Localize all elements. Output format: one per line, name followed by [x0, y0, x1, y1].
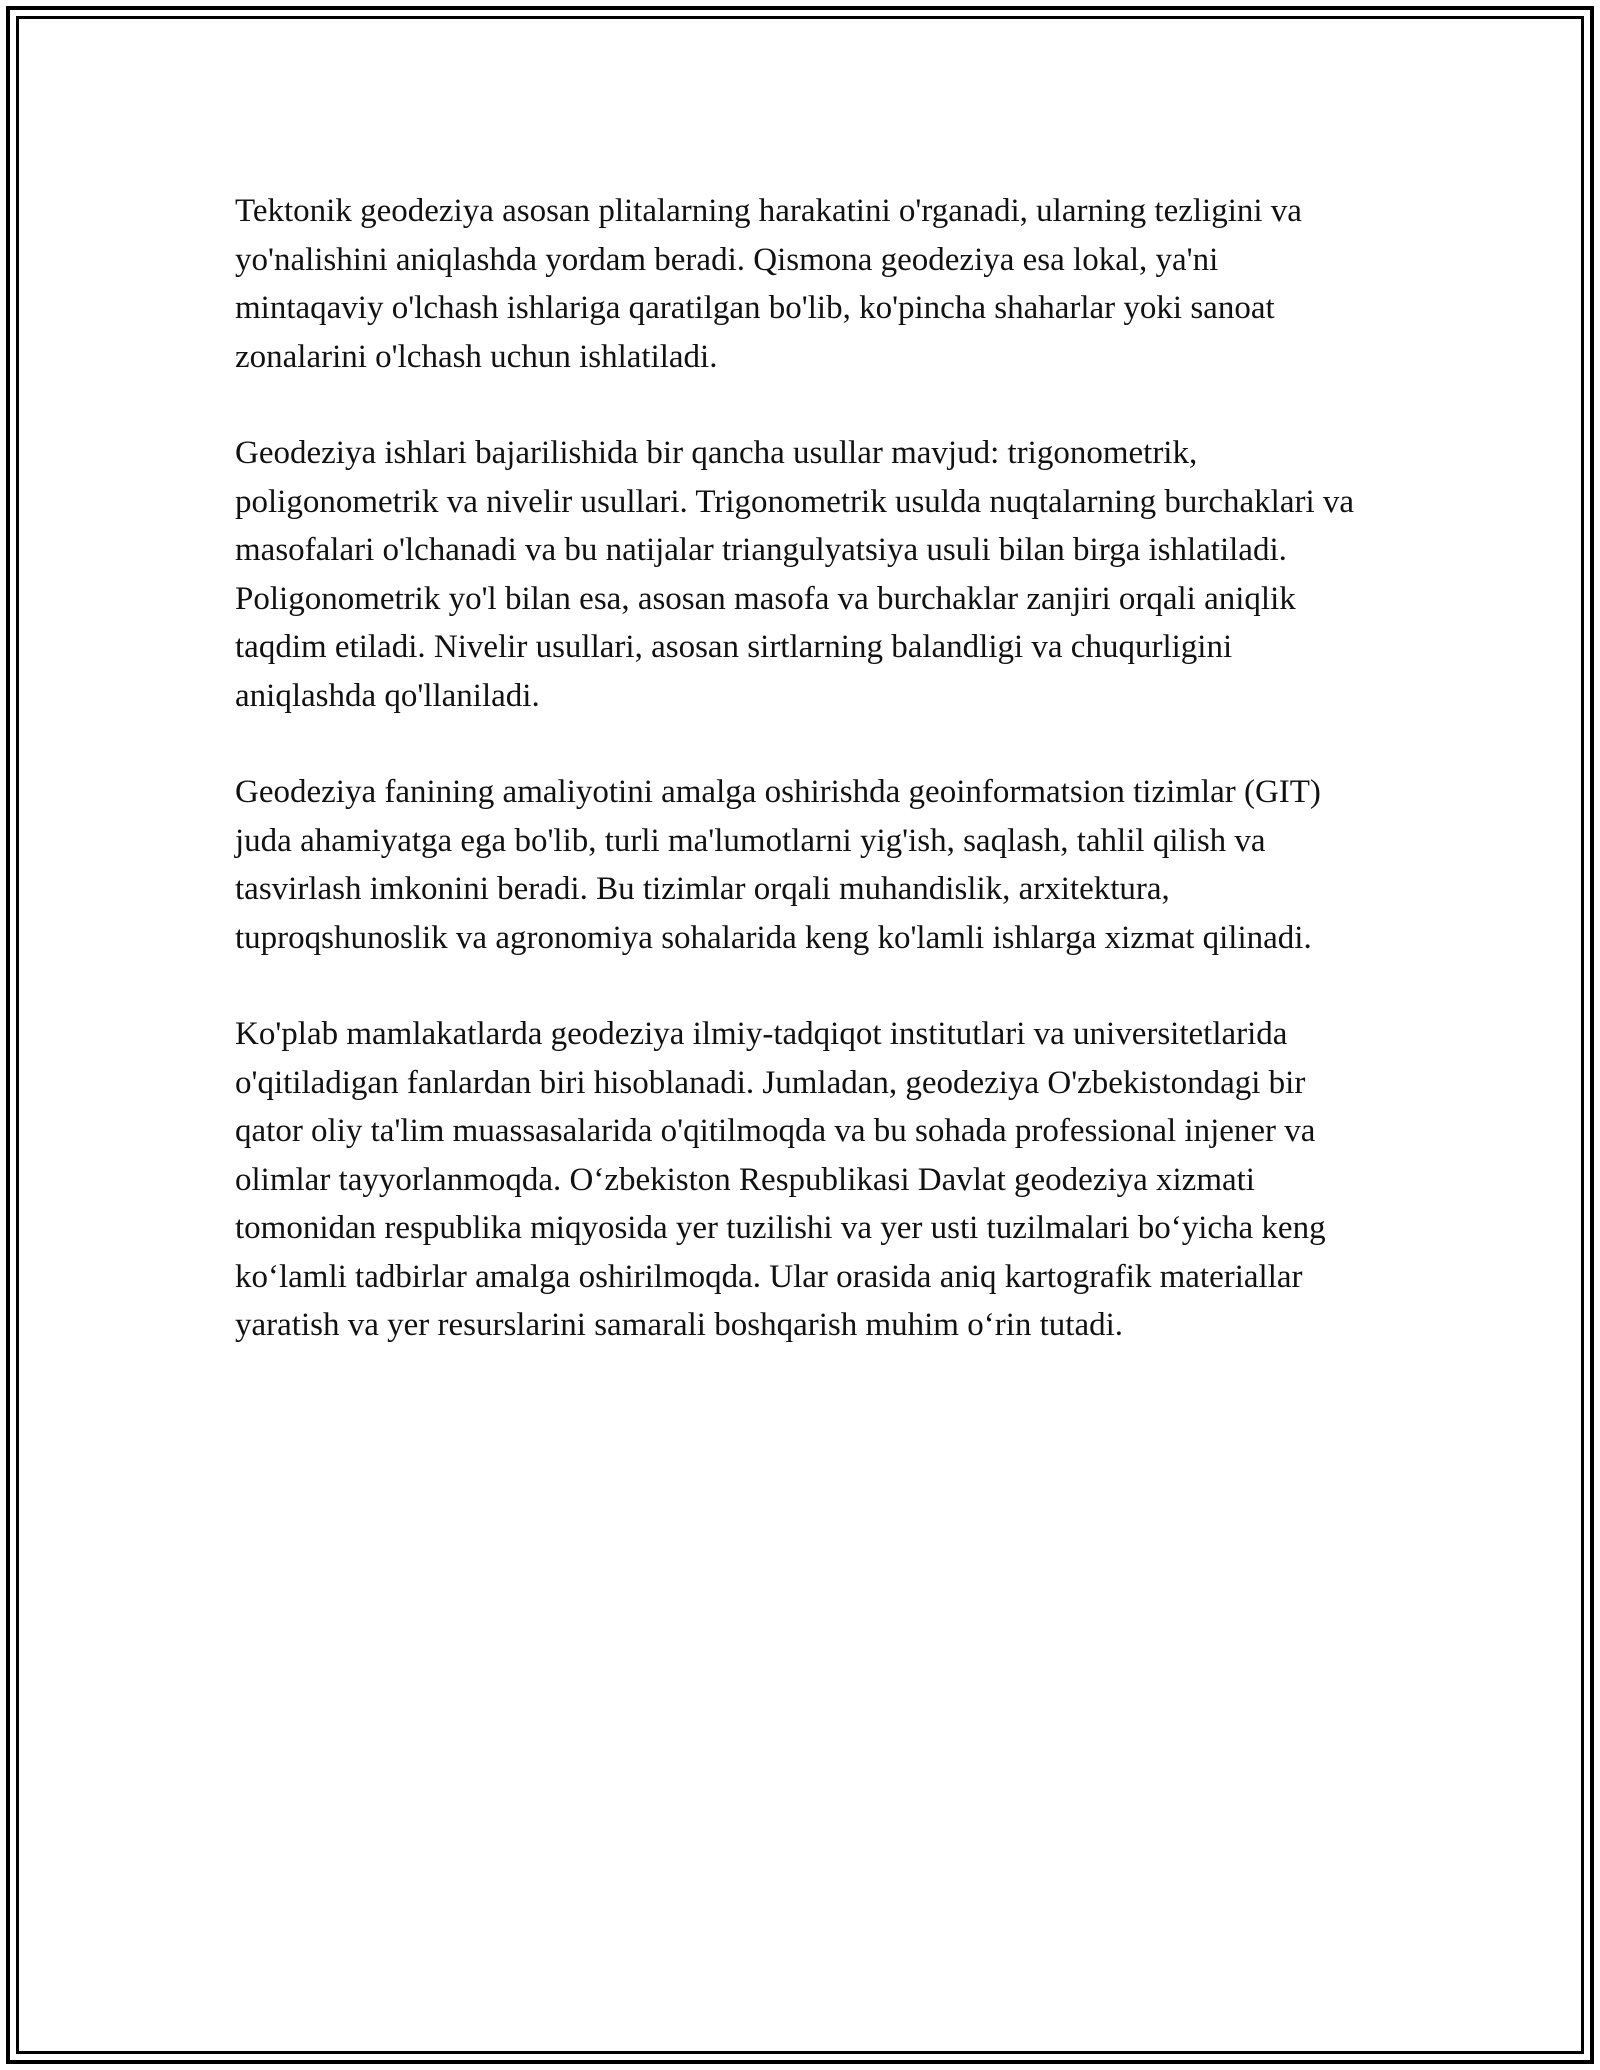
document-body	[235, 187, 1365, 1398]
paragraph-tectonic-geodesy: Tektonik geodeziya asosan plitalarning harakatini o'rganadi, ularning tezligini va yo'nalishini aniqlashda yordam beradi. Qismona geodeziya esa lokal, ya'ni mintaqaviy o'lchash ishlariga qaratilgan bo'lib, ko'pincha shaharlar yoki sanoat zonalarini o'lchash uchun ishlatiladi.	[235, 193, 1302, 375]
paragraph-geoinformation-systems: Geodeziya fanining amaliyotini amalga oshirishda geoinformatsion tizimlar (GIT) juda ahamiyatga ega bo'lib, turli ma'lumotlarni yig'ish, saqlash, tahlil qilish va tasvirlash imkonini beradi. Bu tizimlar orqali muhandislik, arxitektura, tuproqshunoslik va agronomiya sohalarida keng ko'lamli ishlarga xizmat qilinadi.	[235, 774, 1321, 956]
paragraph-geodesy-education: Ko'plab mamlakatlarda geodeziya ilmiy-tadqiqot institutlari va universitetlarida o'qitiladigan fanlardan biri hisoblanadi. Jumladan, geodeziya O'zbekistondagi bir qator oliy ta'lim muassasalarida o'qitilmoqda va bu sohada professional injener va olimlar tayyorlanmoqda. O‘zbekiston Respublikasi Davlat geodeziya xizmati tomonidan respublika miqyosida yer tuzilishi va yer usti tuzilmalari bo‘yicha keng ko‘lamli tadbirlar amalga oshirilmoqda. Ular orasida aniq kartografik materiallar yaratish va yer resurslarini samarali boshqarish muhim o‘rin tutadi.	[235, 1016, 1326, 1343]
paragraph-geodesy-methods: Geodeziya ishlari bajarilishida bir qancha usullar mavjud: trigonometrik, poligonometrik va nivelir usullari. Trigonometrik usulda nuqtalarning burchaklari va masofalari o'lchanadi va bu natijalar triangulyatsiya usuli bilan birga ishlatiladi. Poligonometrik yo'l bilan esa, asosan masofa va burchaklar zanjiri orqali aniqlik taqdim etiladi. Nivelir usullari, asosan sirtlarning balandligi va chuqurligini aniqlashda qo'llaniladi.	[235, 435, 1355, 714]
